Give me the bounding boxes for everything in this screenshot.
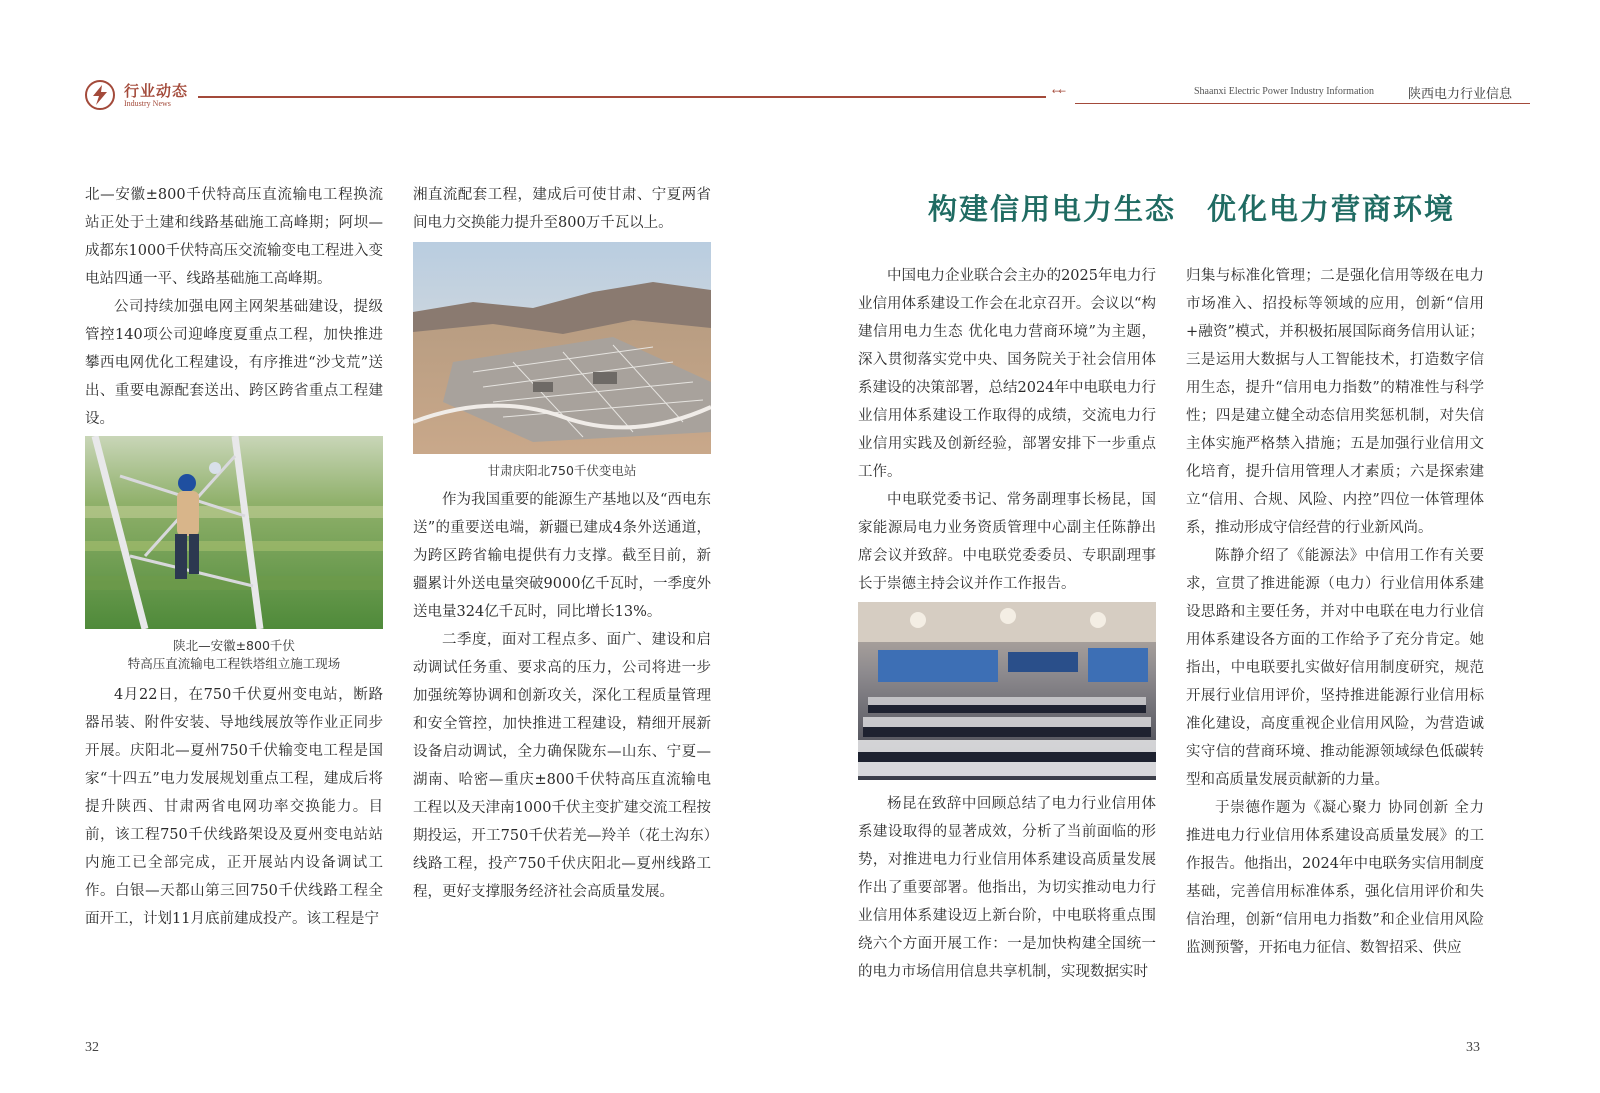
paragraph: 湘直流配套工程，建成后可使甘肃、宁夏两省间电力交换能力提升至800万千瓦以上。	[413, 187, 711, 231]
magazine-name-cn: 陕西电力行业信息	[1408, 87, 1513, 102]
arrows-icon: ←←	[1052, 87, 1066, 97]
photo-substation	[413, 242, 711, 454]
paragraph: 北—安徽±800千伏特高压直流输电工程换流站正处于土建和线路基础施工高峰期；阿坝—成都东1000千伏特高压交流输变电工程进入变电站四通一平、线路基础施工高峰期。	[85, 187, 383, 287]
paragraph: 中电联党委书记、常务副理事长杨昆，国家能源局电力业务资质管理中心副主任陈静出席会议并致辞。中电联党委委员、专职副理事长于崇德主持会议并作工作报告。	[858, 492, 1156, 592]
header-rule-right	[1075, 103, 1530, 104]
paragraph: 陈静介绍了《能源法》中信用工作有关要求，宣贯了推进能源（电力）行业信用体系建设思路和主要任务，并对中电联在电力行业信用体系建设各方面的工作给予了充分肯定。她指出，中电联要扎实做好信用制度研究，规范开展行业信用评价，坚持推进能源行业信用标准化建设，高度重视企业信用风险，为营造诚实守信的营商环境、推动能源领域绿色低碳转型和高质量发展贡献新的力量。	[1186, 548, 1484, 788]
section-title: 行业动态	[124, 82, 189, 100]
paragraph: 于崇德作题为《凝心聚力 协同创新 全力推进电力行业信用体系建设高质量发展》的工作报告。他指出，2024年中电联务实信用制度基础，完善信用标准体系，强化信用评价和失信治理，创新“信用电力指数”和企业信用风险监测预警，开拓电力征信、数智招采、供应	[1186, 800, 1484, 956]
column-2-bottom	[413, 486, 711, 906]
paragraph: 二季度，面对工程点多、面广、建设和启动调试任务重、要求高的压力，公司将进一步加强统筹协调和创新攻关，深化工程质量管理和安全管控，加快推进工程建设，精细开展新设备启动调试，全力确保陇东—山东、宁夏—湖南、哈密—重庆±800千伏特高压直流输电工程以及天津南1000千伏主变扩建交流工程按期投运，开工750千伏若羌—羚羊（花土沟东）线路工程，投产750千伏庆阳北—夏州线路工程，更好支撑服务经济社会高质量发展。	[413, 632, 711, 900]
logo-emblem	[85, 80, 115, 110]
paragraph: 4月22日，在750千伏夏州变电站，断路器吊装、附件安装、导地线展放等作业正同步开展。庆阳北—夏州750千伏输变电工程是国家“十四五”电力发展规划重点工程，建成后将提升陕西、甘肃两省电网功率交换能力。目前，该工程750千伏线路架设及夏州变电站站内施工已全部完成，正开展站内设备调试工作。白银—天都山第三回750千伏线路工程全面开工，计划11月底前建成投产。该工程是宁	[85, 687, 383, 927]
column-3-bottom	[858, 790, 1156, 986]
column-1-bottom	[85, 681, 383, 933]
photo-tower-construction	[85, 436, 383, 629]
paragraph: 公司持续加强电网主网架基础建设，提级管控140项公司迎峰度夏重点工程，加快推进攀西电网优化工程建设，有序推进“沙戈荒”送出、重要电源配套送出、跨区跨省重点工程建设。	[85, 299, 383, 427]
header-rule-left	[198, 96, 1046, 98]
paragraph: 作为我国重要的能源生产基地以及“西电东送”的重要送电端，新疆已建成4条外送通道，为跨区跨省输电提供有力支撑。截至目前，新疆累计外送电量突破9000亿千瓦时，一季度外送电量324亿千瓦时，同比增长13%。	[413, 492, 711, 620]
section-subtitle: Industry News	[124, 99, 171, 108]
column-2-top	[413, 181, 711, 237]
photo-caption: 甘肃庆阳北750千伏变电站	[487, 463, 637, 478]
paragraph: 中国电力企业联合会主办的2025年电力行业信用体系建设工作会在北京召开。会议以“构建信用电力生态 优化电力营商环境”为主题，深入贯彻落实党中央、国务院关于社会信用体系建设的决策部署，总结2024年中电联电力行业信用体系建设工作取得的成绩，交流电力行业信用实践及创新经验，部署安排下一步重点工作。	[858, 268, 1156, 480]
page-number-right: 33	[1466, 1040, 1480, 1055]
column-4	[1186, 262, 1484, 962]
paragraph: 杨昆在致辞中回顾总结了电力行业信用体系建设取得的显著成效，分析了当前面临的形势，对推进电力行业信用体系建设高质量发展作出了重要部署。他指出，为切实推动电力行业信用体系建设迈上新台阶，中电联将重点围绕六个方面开展工作：一是加快构建全国统一的电力市场信用信息共享机制，实现数据实时	[858, 796, 1156, 980]
article-title: 构建信用电力生态 优化电力营商环境	[928, 192, 1456, 226]
lightning-icon	[91, 85, 109, 105]
magazine-name-en: Shaanxi Electric Power Industry Information	[1194, 86, 1374, 97]
paragraph: 归集与标准化管理；二是强化信用等级在电力市场准入、招投标等领域的应用，创新“信用+融资”模式，并积极拓展国际商务信用认证；三是运用大数据与人工智能技术，打造数字信用生态，提升“信用电力指数”的精准性与科学性；四是建立健全动态信用奖惩机制，对失信主体实施严格禁入措施；五是加强行业信用文化培育，提升信用管理人才素质；六是探索建立“信用、合规、风险、内控”四位一体管理体系，推动形成守信经营的行业新风尚。	[1186, 268, 1484, 536]
page-number-left: 32	[85, 1040, 99, 1055]
photo-caption: 陕北—安徽±800千伏 特高压直流输电工程铁塔组立施工现场	[127, 638, 341, 671]
photo-conference	[858, 602, 1156, 780]
column-1-top	[85, 181, 383, 433]
column-3-top	[858, 262, 1156, 598]
